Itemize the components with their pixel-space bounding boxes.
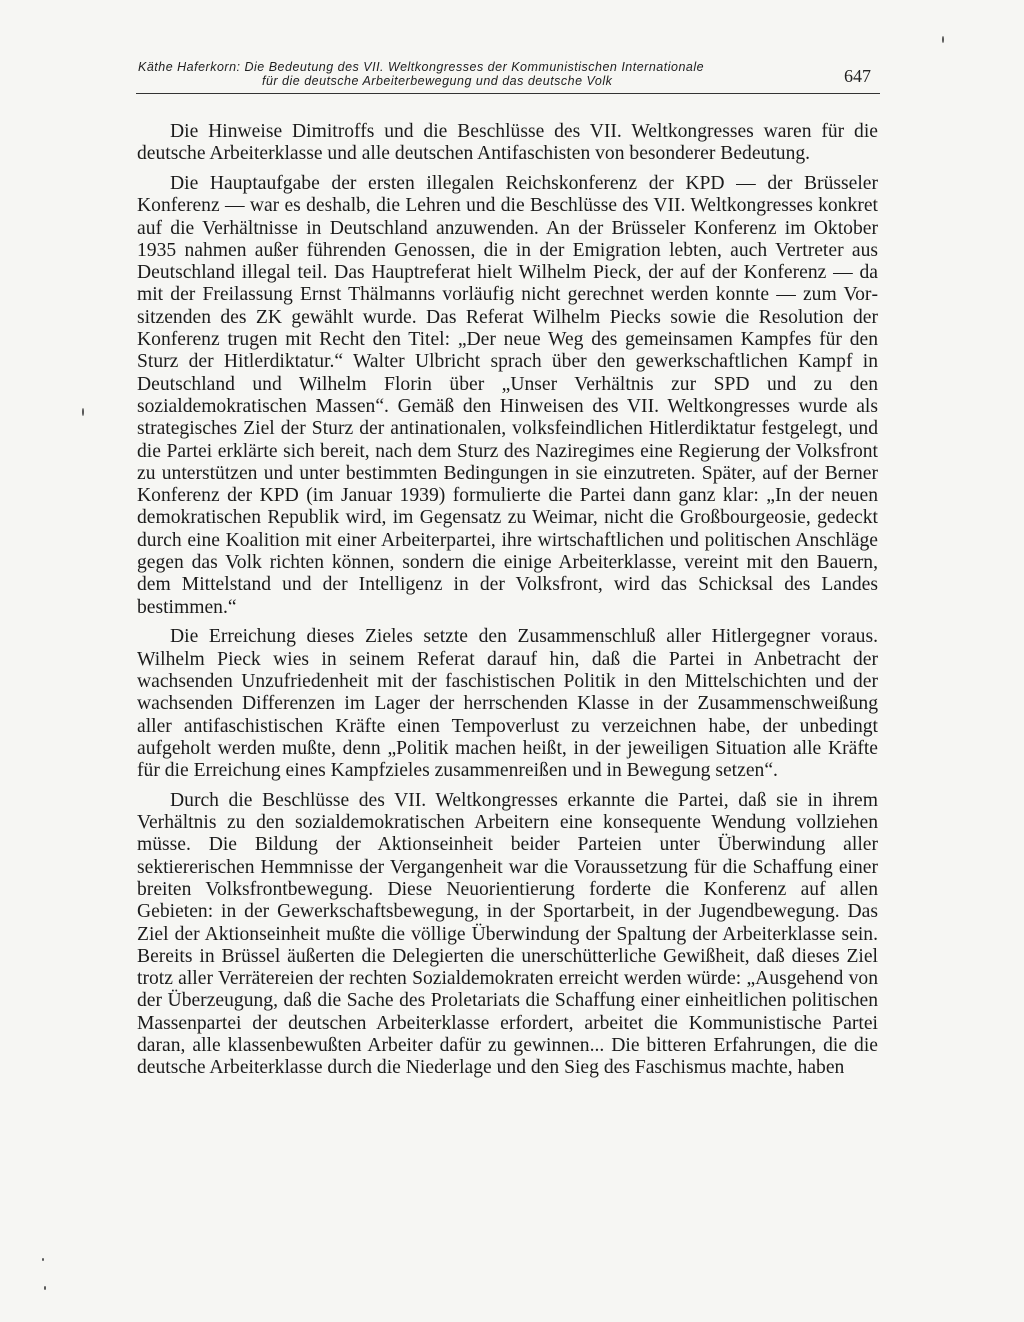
running-title-line2: für die deutsche Arbeiterbewegung und das deutsche Volk	[262, 74, 613, 88]
scan-speck	[942, 36, 944, 43]
scan-speck	[44, 1286, 46, 1290]
paragraph-4: Durch die Beschlüsse des VII. Weltkongresses erkannte die Partei, daß sie in ihrem Verhältnis zu den sozialdemokratischen Arbeitern eine konsequente Wendung vollziehen müsse. Die Bildung der Aktionseinheit beider Parteien unter Überwindung aller sektiererischen Hemmnisse der Vergangenheit war die Voraussetzung für die Schaffung einer breiten Volksfrontbewegung. Diese Neuorientierung forderte die Konferenz auf allen Gebieten: in der Gewerkschaftsbewegung, in der Sportarbeit, in der Jugendbewegung. Das Ziel der Aktionseinheit mußte die völlige Überwindung der Spaltung der Arbeiterklasse sein. Bereits in Brüssel äußerten die Delegierten die unerschütterliche Gewißheit, daß dieses Ziel trotz aller Verrätereien der rechten Sozialdemokraten erreicht werden würde: „Ausgehend von der Überzeugung, daß die Sache des Proletariats die Schaffung einer einheitlichen politischen Massenpartei der deutschen Arbeiterklasse erfordert, arbeitet die Kommunistische Partei daran, alle klassenbewußten Arbeiter dafür zu gewinnen... Die bitteren Erfahrungen, die die deutsche Arbeiterklasse durch die Niederlage und den Sieg des Faschismus machte, haben	[137, 789, 878, 1079]
scan-speck	[42, 1258, 44, 1261]
paragraph-1: Die Hinweise Dimitroffs und die Beschlüsse des VII. Weltkongresses waren für die deutsche Arbeiterklasse und alle deutschen Antifaschisten von besonderer Bedeutung.	[137, 121, 878, 165]
header-rule	[136, 93, 880, 94]
running-title-line1: Käthe Haferkorn: Die Bedeutung des VII. Weltkongresses der Kommunistischen Internationale	[138, 60, 705, 74]
page-number: 647	[844, 66, 871, 86]
paragraph-3: Die Erreichung dieses Zieles setzte den Zusammenschluß aller Hitlergegner voraus. Wilhelm Pieck wies in seinem Referat darauf hin, daß die Partei in Anbetracht der wachsenden Unzufriedenheit mit der faschistischen Politik in den Mittelschichten und der wachsenden Differenzen im Lager der herrschenden Klasse in der Zusammenschweißung aller antifaschistischen Kräfte einen Tempoverlust zu verzeichnen habe, der unbedingt aufgeholt werden mußte, denn „Politik machen heißt, in der jeweiligen Situation alle Kräfte für die Erreichung eines Kampfzieles zusammenreißen und in Bewegung setzen“.	[137, 626, 878, 782]
body-text	[137, 121, 878, 1080]
paragraph-2: Die Hauptaufgabe der ersten illegalen Reichskonferenz der KPD — der Brüsseler Konferenz — war es deshalb, die Lehren und die Beschlüsse des VII. Weltkongresses konkret auf die Verhältnisse in Deutschland anzuwenden. An der Brüsseler Konferenz im Oktober 1935 nahmen außer führenden Genossen, die in der Emigration lebten, auch Vertreter aus Deutschland illegal teil. Das Hauptreferat hielt Wilhelm Pieck, der auf der Konferenz — da mit der Freilassung Ernst Thälmanns vorläufig nicht gerechnet werden konnte — zum Vorsitzenden des ZK gewählt wurde. Das Referat Wilhelm Piecks sowie die Resolution der Konferenz trugen mit Recht den Titel: „Der neue Weg des gemeinsamen Kampfes für den Sturz der Hitlerdiktatur.“ Walter Ulbricht sprach über den gewerkschaftlichen Kampf in Deutschland und Wilhelm Florin über „Unser Verhältnis zur SPD und zu den sozialdemokratischen Massen“. Gemäß den Hinweisen des VII. Weltkongresses wurde als strategisches Ziel der Sturz der antinationalen, volksfeindlichen Hitlerdiktatur festgelegt, und die Partei erklärte sich bereit, nach dem Sturz des Naziregimes eine Regierung der Volksfront zu unterstützen und unter bestimmten Bedingungen in sie einzutreten. Später, auf der Berner Konferenz der KPD (im Januar 1939) formulierte die Partei dann ganz klar: „In der neuen demokratischen Republik wird, im Gegensatz zu Weimar, nicht die Großbourgeosie, gedeckt durch eine Koalition mit einer Arbeiterpartei, ihre wirtschaftlichen und politischen Anschläge gegen das Volk richten können, sondern die einige Arbeiterklasse, vereint mit den Bauern, dem Mittelstand und der Intelligenz in der Volksfront, wird das Schicksal des Landes bestimmen.“	[137, 172, 878, 618]
scan-speck	[82, 408, 84, 416]
running-head	[136, 60, 836, 88]
